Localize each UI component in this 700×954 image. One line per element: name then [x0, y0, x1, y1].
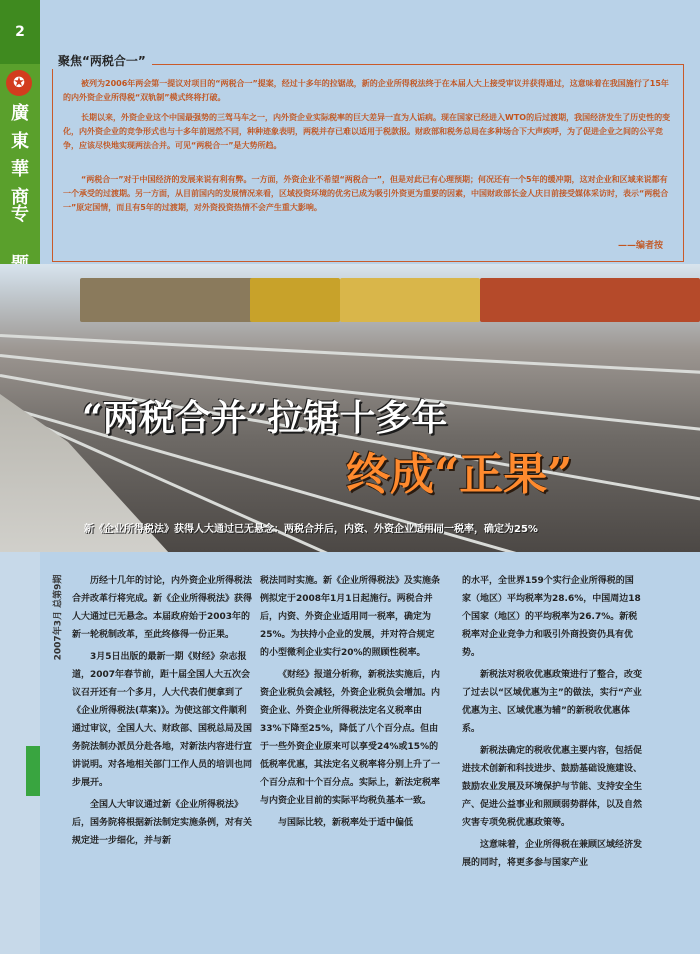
editor-note-signature: ——编者按	[617, 241, 663, 251]
headline-line1: “两税合并”拉锯十多年	[82, 397, 448, 439]
issue-date: 2007年3月 总第9期	[53, 574, 64, 661]
article-paragraph: 与国际比较，新税率处于适中偏低	[278, 818, 414, 828]
brand-logo-icon: ✪	[6, 70, 32, 96]
train-cars	[80, 278, 260, 322]
article-paragraph: 的水平，全世界159个实行企业所得税的国家（地区）平均税率为28.6%，中国周边18个国家（地区）的平均税率为26.7%。新税税率对企业竞争力和吸引外商投资仍具有优势。	[462, 576, 641, 658]
article-paragraph: 《财经》报道分析称，新税法实施后，内资企业税负会减轻，外资企业税负会增加。内资企业、外资企业所得税法定名义税率由33%下降至25%，降低了八个百分点。但由于一些外资企业原来可以享受24%或15%的低税率优惠，其法定名义税率将分别上升了一个百分点和十个百分点。实际上，新法定税率与内资企业目前的实际平均税负基本一致。	[260, 670, 441, 806]
headline-line2: 终成“正果”	[346, 449, 573, 500]
article-column-3	[462, 572, 642, 876]
editor-note-paragraph: 被列为2006年两会第一提议对项目的“两税合一”提案，经过十多年的拉锯战，新的企业所得税法终于在本届人大上接受审议并获得通过，这意味着在我国施行了15年的内外资企业所得税“双轨制”模式终将打破。	[63, 79, 669, 102]
article-paragraph: 新税法确定的税收优惠主要内容，包括促进技术创新和科技进步、鼓励基础设施建设、鼓励农业发展及环境保护与节能、支持安全生产、促进公益事业和照顾弱势群体，以及自然灾害专项免税优惠政策等。	[462, 746, 643, 828]
page-number: 2	[0, 0, 40, 64]
train-locomotive	[250, 278, 340, 322]
editor-note-paragraph: 长期以来，外资企业这个中国最强势的三驾马车之一，内外资企业实际税率的巨大差异一直为人诟病。现在国家已经进入WTO的后过渡期，我国经济发生了历史性的变化，内外资企业的竞争形式也与十多年前迥然不同，种种迹象表明，两税并存已难以适用于税款报。财政部和税务总局在多种场合下大声疾呼，为了促进企业之间的公平竞争，应该尽快地实现两法合并。可见“两税合一”是大势所趋。	[63, 113, 671, 150]
article-column-1	[72, 572, 252, 854]
sidebar	[0, 0, 40, 276]
article-paragraph: 全国人大审议通过新《企业所得税法》后，国务院将根据新法制定实施条例，对有关规定进一步细化，并与新	[72, 800, 253, 846]
rail-track	[0, 334, 700, 375]
section-label: 专	[11, 204, 29, 225]
article-column-2	[260, 572, 440, 836]
editor-note-title: 聚焦“两税合一”	[52, 52, 152, 69]
editor-note-box	[52, 64, 684, 262]
article-paragraph: 这意味着，企业所得税在兼顾区域经济发展的同时，将更多参与国家产业	[462, 840, 643, 868]
side-accent-bar	[26, 746, 40, 796]
brand-name: 廣 東 華 商	[11, 103, 29, 208]
headline-subtitle: 新《企业所得税法》获得人大通过已无悬念：两税合并后，内资、外资企业适用同一税率，确定为25%	[84, 524, 538, 535]
article-paragraph: 3月5日出版的最新一期《财经》杂志报道，2007年春节前，距十届全国人大五次会议召开还有一个多月，人大代表们便拿到了《企业所得税法(草案)》。为使这部文件顺利通过审议，全国人大、财政部、国税总局及国务院法制办派员分赴各地，对新法内容进行宣讲说明。对各地相关部门工作人员的培训也同步展开。	[72, 652, 253, 788]
train-cars	[480, 278, 700, 322]
article-paragraph: 税法同时实施。新《企业所得税法》及实施条例拟定于2008年1月1日起施行。两税合并后，内资、外资企业适用同一税率，确定为25%。为扶持小企业的发展，并对符合规定的小型微利企业实行20%的照顾性税率。	[260, 576, 441, 658]
article-paragraph: 历经十几年的讨论，内外资企业所得税法合并改革行将完成。新《企业所得税法》获得人大通过已无悬念。本届政府始于2003年的新一轮税制改革，至此终修得一份正果。	[72, 576, 253, 640]
editor-note-paragraph: “两税合一”对于中国经济的发展来说有利有弊。一方面，外资企业不希望“两税合一”，但是对此已有心理预期；何况还有一个5年的缓冲期，这对企业和区域来说都有一个承受的过渡期。另一方面，从目前国内的发展情况来看，区域投资环境的优劣已成为吸引外资更为重要的因素，中国财政部长金人庆日前接受媒体采访时，表示“两税合一”原定国情，而且有5年的过渡期，对外资投资热情不会产生重大影响。	[63, 175, 669, 212]
train-locomotive	[340, 278, 480, 322]
article-paragraph: 新税法对税收优惠政策进行了整合，改变了过去以“区域优惠为主”的做法，实行“产业优惠为主、区域优惠为辅”的新税收优惠体系。	[462, 670, 643, 734]
